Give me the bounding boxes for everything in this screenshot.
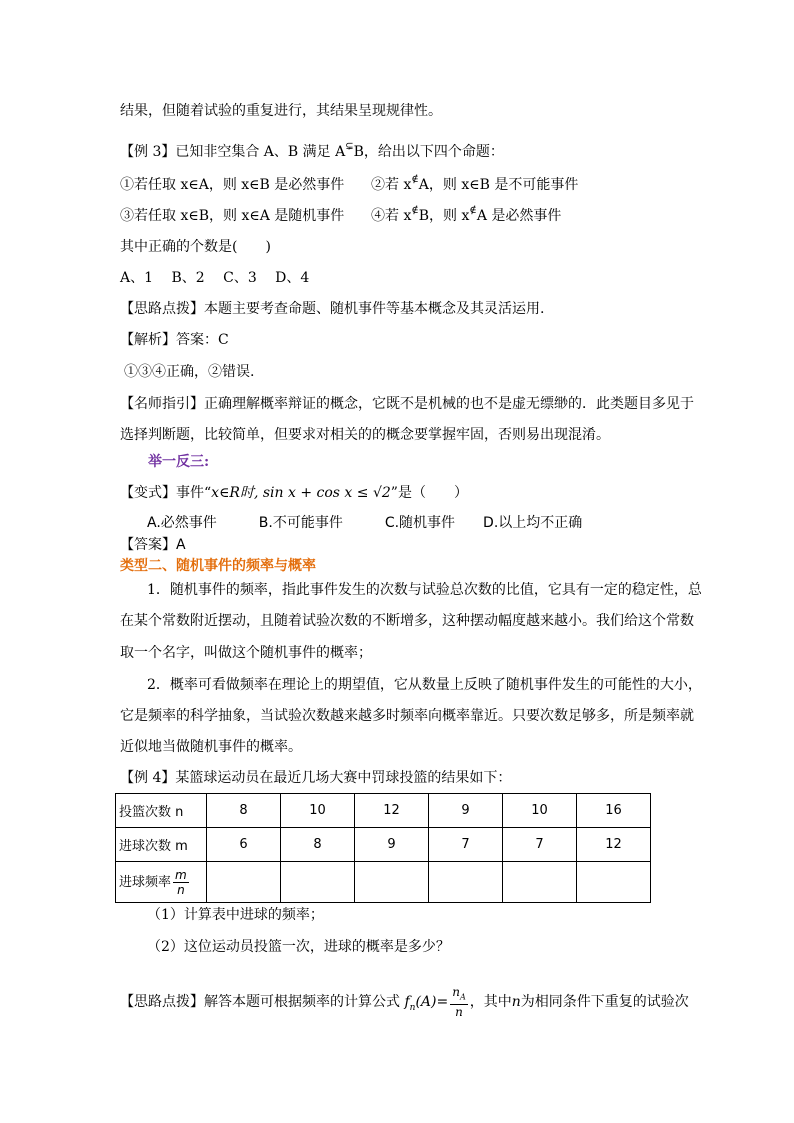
variant-line <box>120 483 468 503</box>
table-cell: 7 <box>429 828 503 862</box>
table-cell: 9 <box>429 794 503 828</box>
proposition-4-part: ④若 x <box>371 208 412 224</box>
proposition-2 <box>371 175 578 197</box>
table-cell: 8 <box>281 828 355 862</box>
proposition-2-part: ②若 x <box>371 177 412 193</box>
proposition-4-part: B，则 x <box>418 208 470 224</box>
question-line: 其中正确的个数是( ) <box>120 239 271 255</box>
table-cell-empty <box>281 862 355 903</box>
table-cell-empty <box>577 862 651 903</box>
table-cell-empty <box>503 862 577 903</box>
paragraph-1-line-2: 在某个常数附近摆动，且随着试验次数的不断增多，这种摆动幅度越来越小。我们给这个常数 <box>120 613 694 629</box>
formula-mid: (A)= <box>415 994 449 1011</box>
fraction-denominator: n <box>455 1005 463 1020</box>
not-in-symbol: ∉ <box>411 174 419 185</box>
table-cell: 10 <box>281 794 355 828</box>
proper-subset-symbol: ⊊ <box>345 141 354 152</box>
table-cell: 12 <box>577 828 651 862</box>
row-label-made: 进球次数 m <box>116 828 207 862</box>
sub-question-1: （1）计算表中进球的频率； <box>147 907 324 923</box>
teacher-note-line-2: 选择判断题，比较简单，但要求对相关的的概念要掌握牢固，否则易出现混淆。 <box>120 427 610 443</box>
variant-answer: 【答案】A <box>120 537 186 553</box>
example-4-heading: 【例 4】某篮球运动员在最近几场大赛中罚球投篮的结果如下： <box>120 770 512 786</box>
free-throw-table <box>115 793 651 903</box>
table-row <box>116 794 651 828</box>
teacher-note-line-1: 【名师指引】正确理解概率辩证的概念，它既不是机械的也不是虚无缥缈的．此类题目多见于 <box>120 396 694 412</box>
variant-options: A.必然事件 B.不可能事件 C.随机事件 D.以上均不正确 <box>147 515 583 531</box>
formula-f: f <box>404 994 410 1011</box>
example-3-prefix: 【例 3】已知非空集合 A、B 满足 A <box>120 144 346 160</box>
frequency-formula <box>404 985 469 1020</box>
analysis-detail: ①③④正确，②错误. <box>124 364 255 380</box>
row-label-attempts: 投篮次数 n <box>116 794 207 828</box>
table-cell: 7 <box>503 828 577 862</box>
answer-options: A、1 B、2 C、3 D、4 <box>120 270 310 286</box>
table-cell: 10 <box>503 794 577 828</box>
proposition-4 <box>371 206 561 228</box>
paragraph-1-line-3: 取一个名字，叫做这个随机事件的概率； <box>120 645 372 661</box>
proposition-2-part: A，则 x∈B 是不可能事件 <box>418 177 579 193</box>
analysis-line: 【解析】答案：C <box>120 332 229 348</box>
table-cell-empty <box>207 862 281 903</box>
table-cell-empty <box>429 862 503 903</box>
proposition-4-part: A 是必然事件 <box>476 208 562 224</box>
not-in-symbol: ∉ <box>469 205 477 216</box>
paragraph-2-line-1: 2．概率可看做频率在理论上的期望值，它从数量上反映了随机事件发生的可能性的大小， <box>147 677 702 693</box>
paragraph-2-line-3: 近似地当做随机事件的概率。 <box>120 739 302 755</box>
fraction-numerator <box>450 985 468 1005</box>
row-label-frequency <box>116 862 207 903</box>
variant-suffix: ”是（ ） <box>390 485 468 501</box>
example-3-suffix: B，给出以下四个命题： <box>353 144 504 160</box>
fraction-denominator: n <box>177 882 185 897</box>
sub-question-2: （2）这位运动员投篮一次，进球的概率是多少？ <box>147 939 450 955</box>
nA-over-n-fraction <box>450 985 468 1019</box>
frequency-label: 进球频率 <box>119 874 172 890</box>
proposition-1: ①若任取 x∈A，则 x∈B 是必然事件 <box>120 177 345 193</box>
type-2-heading: 类型二、随机事件的频率与概率 <box>120 558 316 574</box>
italic-n: n <box>511 994 521 1011</box>
table-cell: 12 <box>355 794 429 828</box>
paragraph-1-line-1: 1．随机事件的频率，指此事件发生的次数与试验总次数的比值，它具有一定的稳定性，总 <box>147 582 702 598</box>
paragraph-2-line-2: 它是频率的科学抽象，当试验次数越来越多时频率向概率靠近。只要次数足够多，所是频率就 <box>120 708 694 724</box>
formula-subscript: n <box>409 1003 416 1013</box>
table-cell: 9 <box>355 828 429 862</box>
table-cell: 16 <box>577 794 651 828</box>
section-subheading: 举一反三: <box>148 454 210 470</box>
hint-2-suffix-end: 为相同条件下重复的试验次 <box>520 994 689 1011</box>
hint-2-prefix: 【思路点拨】解答本题可根据频率的计算公式 <box>120 994 400 1011</box>
not-in-symbol: ∉ <box>411 205 419 216</box>
table-row <box>116 862 651 903</box>
table-cell: 8 <box>207 794 281 828</box>
numerator-subscript: A <box>459 992 466 1002</box>
numerator-n: n <box>452 985 460 999</box>
variant-prefix: 【变式】事件“ <box>120 485 212 501</box>
hint-2-suffix: ，其中 <box>469 994 512 1011</box>
variant-formula: x∈R时, sin x + cos x ≤ √2 <box>211 485 391 501</box>
hint-line: 【思路点拨】本题主要考查命题、随机事件等基本概念及其灵活运用. <box>120 301 545 317</box>
table-row <box>116 828 651 862</box>
fraction-numerator: m <box>175 867 187 882</box>
proposition-3: ③若任取 x∈B，则 x∈A 是随机事件 <box>120 208 345 224</box>
example-3-heading <box>120 142 504 164</box>
m-over-n-fraction <box>173 868 189 897</box>
text-line: 结果，但随着试验的重复进行，其结果呈现规律性。 <box>120 103 442 119</box>
table-cell-empty <box>355 862 429 903</box>
hint-line-2 <box>120 985 689 1019</box>
table-cell: 6 <box>207 828 281 862</box>
